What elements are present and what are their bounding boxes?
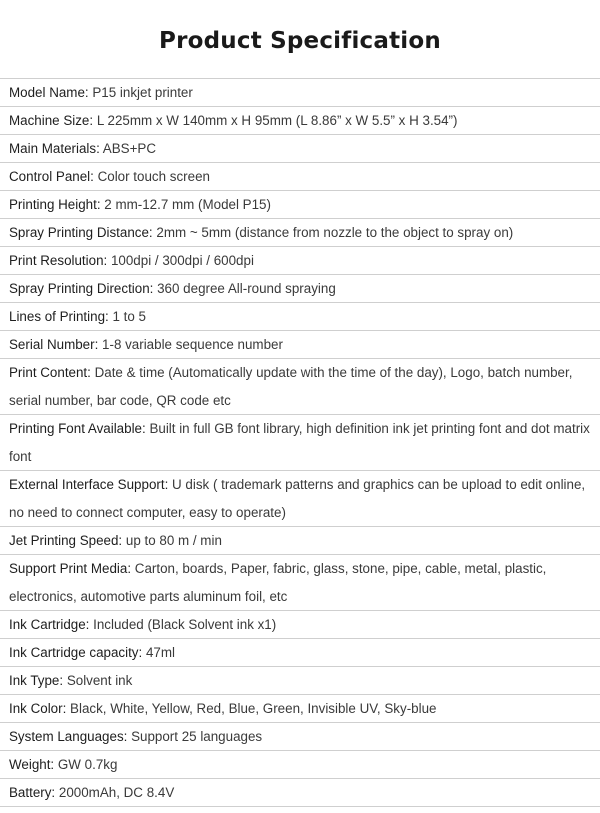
spec-label: Spray Printing Direction: — [9, 281, 154, 296]
spec-row-model-name — [0, 78, 600, 106]
spec-value: 2 mm-12.7 mm (Model P15) — [100, 197, 271, 212]
spec-value: L 225mm x W 140mm x H 95mm (L 8.86” x W 5.5” x H 3.54”) — [93, 113, 458, 128]
spec-row-serial-number — [0, 330, 600, 358]
spec-row-spray-distance — [0, 218, 600, 246]
spec-label: Control Panel: — [9, 169, 94, 184]
spec-value: 47ml — [142, 645, 175, 660]
spec-label: Weight: — [9, 757, 55, 772]
spec-value: 100dpi / 300dpi / 600dpi — [107, 253, 254, 268]
spec-value: Black, White, Yellow, Red, Blue, Green, Invisible UV, Sky-blue — [66, 701, 437, 716]
spec-row-control-panel — [0, 162, 600, 190]
spec-value: 2mm ~ 5mm (distance from nozzle to the object to spray on) — [152, 225, 514, 240]
spec-label: Print Content: — [9, 365, 91, 380]
spec-row-print-content — [0, 358, 600, 414]
spec-row-system-languages — [0, 722, 600, 750]
spec-value: Carton, boards, Paper, fabric, glass, stone, pipe, cable, metal, plastic, electronics, automotive parts aluminum foil, etc — [9, 561, 547, 604]
spec-value: ABS+PC — [99, 141, 156, 156]
spec-label: External Interface Support: — [9, 477, 169, 492]
spec-label: Ink Cartridge: — [9, 617, 90, 632]
spec-value: Included (Black Solvent ink x1) — [89, 617, 277, 632]
spec-row-weight — [0, 750, 600, 778]
spec-value: GW 0.7kg — [54, 757, 118, 772]
spec-row-ink-color — [0, 694, 600, 722]
spec-label: System Languages: — [9, 729, 128, 744]
spec-row-printing-font — [0, 414, 600, 470]
spec-value: Color touch screen — [93, 169, 210, 184]
spec-value: 1 to 5 — [108, 309, 146, 324]
spec-row-ink-cartridge — [0, 610, 600, 638]
spec-row-battery — [0, 778, 600, 807]
spec-row-ink-type — [0, 666, 600, 694]
spec-label: Lines of Printing: — [9, 309, 109, 324]
spec-label: Printing Height: — [9, 197, 101, 212]
spec-row-print-resolution — [0, 246, 600, 274]
spec-row-external-interface — [0, 470, 600, 526]
spec-row-main-materials — [0, 134, 600, 162]
spec-row-printing-height — [0, 190, 600, 218]
spec-label: Spray Printing Distance: — [9, 225, 153, 240]
spec-value: 2000mAh, DC 8.4V — [55, 785, 175, 800]
spec-value: Support 25 languages — [127, 729, 263, 744]
spec-value: P15 inkjet printer — [88, 85, 193, 100]
spec-label: Main Materials: — [9, 141, 100, 156]
spec-label: Printing Font Available: — [9, 421, 146, 436]
spec-list — [0, 78, 600, 807]
spec-label: Jet Printing Speed: — [9, 533, 123, 548]
spec-value: 1-8 variable sequence number — [98, 337, 283, 352]
spec-row-lines-of-printing — [0, 302, 600, 330]
spec-value: up to 80 m / min — [122, 533, 222, 548]
spec-label: Ink Cartridge capacity: — [9, 645, 143, 660]
spec-value: 360 degree All-round spraying — [153, 281, 336, 296]
spec-label: Machine Size: — [9, 113, 94, 128]
spec-value: Date & time (Automatically update with the time of the day), Logo, batch number, serial number, bar code, QR code etc — [9, 365, 573, 408]
spec-value: Built in full GB font library, high definition ink jet printing font and dot matrix font — [9, 421, 590, 464]
spec-row-spray-direction — [0, 274, 600, 302]
spec-value: Solvent ink — [63, 673, 133, 688]
spec-row-jet-speed — [0, 526, 600, 554]
spec-label: Battery: — [9, 785, 56, 800]
spec-label: Ink Type: — [9, 673, 64, 688]
spec-label: Ink Color: — [9, 701, 67, 716]
spec-label: Support Print Media: — [9, 561, 132, 576]
spec-value: U disk ( trademark patterns and graphics can be upload to edit online, no need to connect computer, easy to operate) — [9, 477, 586, 520]
spec-label: Model Name: — [9, 85, 89, 100]
spec-row-print-media — [0, 554, 600, 610]
spec-row-ink-capacity — [0, 638, 600, 666]
spec-label: Serial Number: — [9, 337, 99, 352]
spec-label: Print Resolution: — [9, 253, 108, 268]
spec-row-machine-size — [0, 106, 600, 134]
page-title: Product Specification — [159, 28, 441, 54]
